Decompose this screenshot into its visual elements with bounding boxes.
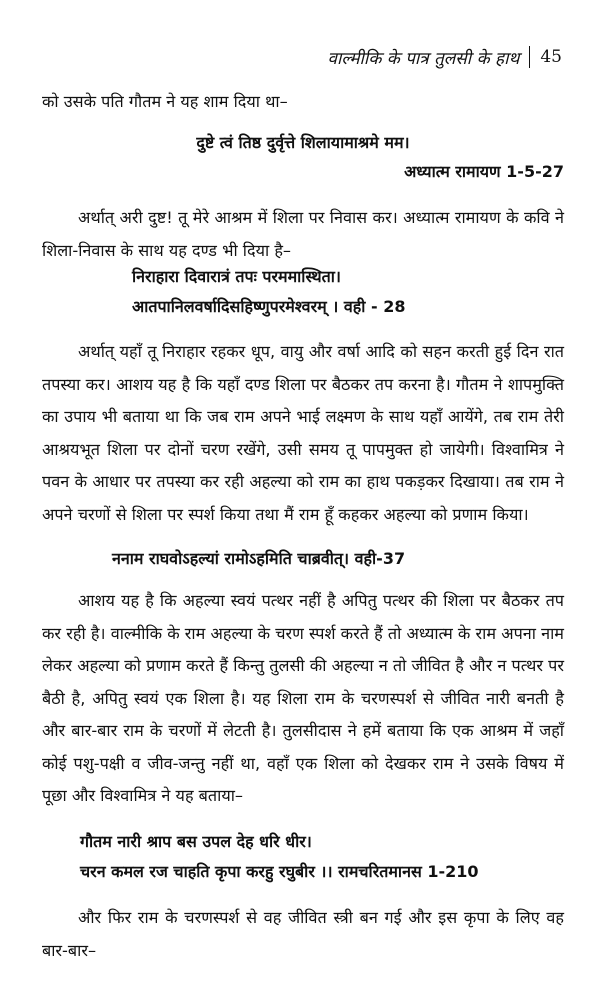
running-header	[40, 42, 562, 72]
header-title: वाल्मीकि के पात्र तुलसी के हाथ	[327, 48, 520, 69]
verse-1: दुष्टे त्वं तिष्ठ दुर्वृत्ते शिलायामाश्रमे मम।	[196, 133, 410, 152]
header-divider	[529, 46, 530, 68]
verse-2-line-2: आतपानिलवर्षादिसहिष्णुपरमेश्वरम् । वही - 28	[132, 297, 406, 316]
verse-1-reference: अध्यात्म रामायण 1-5-27	[404, 162, 564, 181]
page-number: 45	[540, 47, 562, 67]
paragraph-4: और फिर राम के चरणस्पर्श से वह जीवित स्त्री बन गई और इस कृपा के लिए वह बार-बार–	[42, 908, 564, 960]
paragraph-0: को उसके पति गौतम ने यह शाम दिया था–	[42, 92, 288, 111]
verse-4-line-2: चरन कमल रज चाहति कृपा करहु रघुबीर ।। रामचरितमानस 1-210	[80, 862, 479, 881]
paragraph-3: आशय यह है कि अहल्या स्वयं पत्थर नहीं है अपितु पत्थर की शिला पर बैठकर तप कर रही है। वाल्मीकि के राम अहल्या के चरण स्पर्श करते हैं तो अध्यात्म के राम अपना नाम लेकर अहल्या को प्रणाम करते हैं किन्तु तुलसी की अहल्या न तो जीवित है और न पत्थर पर बैठी है, अपितु स्वयं एक शिला है। यह शिला राम के चरणस्पर्श से जीवित नारी बनती है और बार-बार राम के चरणों में लेटती है। तुलसीदास ने हमें बताया कि एक आश्रम में जहाँ कोई पशु-पक्षी व जीव-जन्तु नहीं था, वहाँ एक शिला को देखकर राम ने उसके विषय में पूछा और विश्वामित्र ने यह बताया–	[42, 591, 564, 805]
paragraph-2: अर्थात् यहाँ तू निराहार रहकर धूप, वायु और वर्षा आदि को सहन करती हुई दिन रात तपस्या कर। आशय यह है कि यहाँ दण्ड शिला पर बैठकर तप करना है। गौतम ने शापमुक्ति का उपाय भी बताया था कि जब राम अपने भाई लक्ष्मण के साथ यहाँ आयेंगे, तब राम तेरी आश्रयभूत शिला पर दोनों चरण रखेंगे, उसी समय तू पापमुक्त हो जायेगी। विश्वामित्र ने पवन के आधार पर तपस्या कर रही अहल्या को राम का हाथ पकड़कर दिखाया। तब राम ने अपने चरणों से शिला पर स्पर्श किया तथा मैं राम हूँ कहकर अहल्या को प्रणाम किया।	[42, 342, 564, 524]
verse-4-line-1: गौतम नारी श्राप बस उपल देह धरि धीर।	[80, 832, 312, 851]
verse-2-line-1: निराहारा दिवारात्रं तपः परममास्थिता।	[132, 267, 341, 286]
paragraph-1: अर्थात् अरी दुष्ट! तू मेरे आश्रम में शिला पर निवास कर। अध्यात्म रामायण के कवि ने शिला-निवास के साथ यह दण्ड भी दिया है–	[42, 208, 564, 260]
verse-3: ननाम राघवोऽहल्यां रामोऽहमिति चाब्रवीत्। वही-37	[112, 549, 406, 568]
